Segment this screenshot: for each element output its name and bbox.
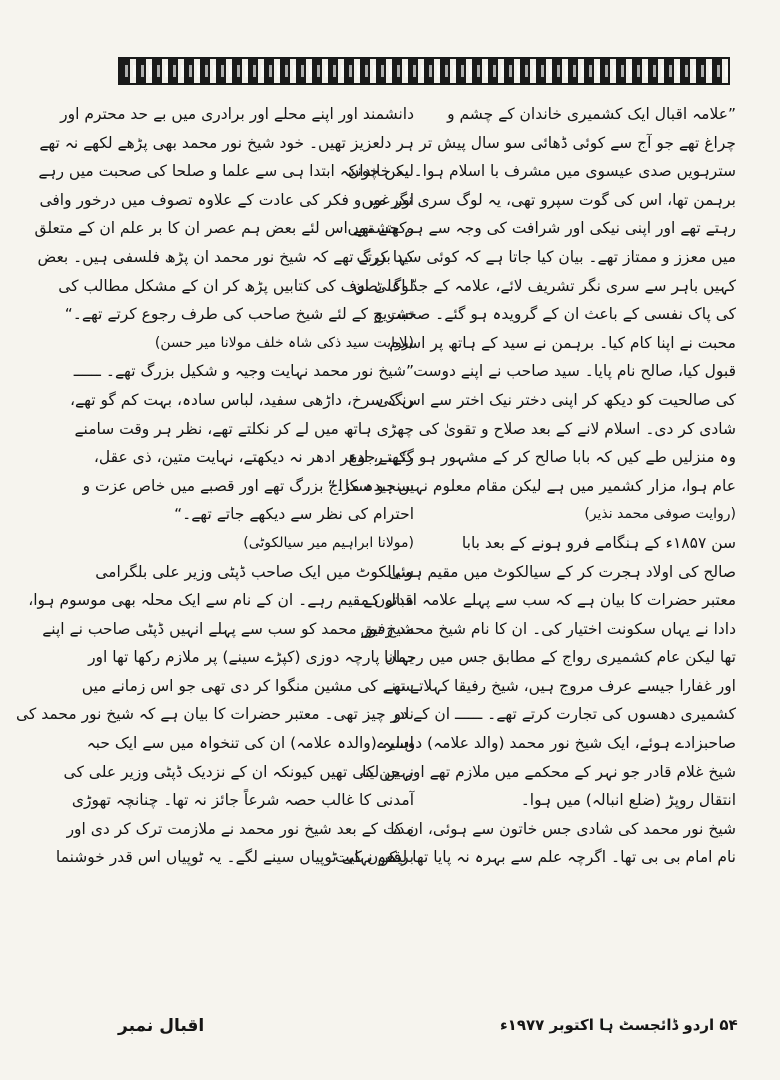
text-line: رہتے تھے اور اپنی نیکی اور شرافت کی وجہ سے ہم چشموں bbox=[347, 219, 736, 238]
text-line: ”شیخ نور محمد نہایت وجیہ و شکیل بزرگ تھے۔ ــــــ bbox=[73, 362, 414, 381]
text-line: قبول کیا، صالح نام پایا۔ سید صاحب نے اپنے دوست bbox=[413, 362, 736, 381]
page-footer: ۵۴ اردو ڈائجسٹ ہا اکتوبر ۱۹۷۷ء bbox=[500, 1016, 738, 1034]
text-line: انتقال روپڑ (ضلع انبالہ) میں ہوا۔ bbox=[520, 791, 736, 810]
text-line: سینے کی مشین منگوا کر دی تھی جو اس زمانے میں bbox=[81, 676, 414, 695]
text-line: اہلیہ (والدہ علامہ) ان کی تنخواہ میں سے ایک حبہ bbox=[86, 734, 414, 753]
text-line: ”علامہ اقبال ایک کشمیری خاندان کے چشم و bbox=[447, 105, 736, 123]
text-line: برقعوں کی ٹوپیاں سینے لگے۔ یہ ٹوپیاں اس قدر خوشنما bbox=[55, 848, 414, 867]
text-line: کہیں باہر سے سری نگر تشریف لائے، علامہ کے جدّ اعلیٰ ان bbox=[353, 276, 736, 295]
text-line: صالح کی اولاد ہجرت کر کے سیالکوٹ میں مقیم ہوئی bbox=[388, 562, 736, 581]
text-line: شیخ نور محمد کی شادی جس خاتون سے ہوئی، ان کا bbox=[390, 819, 736, 838]
text-line: یہاں پارچہ دوزی (کپڑے سینے) پر ملازم رکھا تھا اور bbox=[88, 648, 414, 667]
text-line: نام امام بی بی تھا۔ اگرچہ علم سے بہرہ نہ پایا تھا لیکن نہایت bbox=[334, 848, 736, 867]
text-line: سن ۱۸۵۷ء کے ہنگامے فرو ہونے کے بعد بابا bbox=[461, 533, 736, 552]
text-line: رکھتے تھے اس لئے بعض ہم عصر ان کا بر علم ان کے متعلق bbox=[34, 219, 414, 238]
text-line: لیکن چونکہ ابتدا ہی سے علما و صلحا کی صحبت میں رہے bbox=[38, 162, 414, 181]
source-citation: (روایت صوفی محمد نذیر) bbox=[584, 506, 736, 523]
text-line: عام ہوا، مزار کشمیر میں ہے لیکن مقام معلوم نہیں ہو سکا۔“ bbox=[327, 476, 736, 495]
text-line: کی صالحیت کو دیکھ کر اپنی دختر نیک اختر سے اس کی bbox=[376, 390, 736, 409]
text-line: نہیں لیتی تھیں کیونکہ ان کے نزدیک ڈپٹی وزیر علی کی bbox=[63, 762, 414, 781]
source-citation: (روایت سید ذکی شاہ خلف مولانا میر حسن) bbox=[154, 334, 414, 351]
text-line: تشریح کے لئے شیخ صاحب کی طرف رجوع کرتے تھے۔“ bbox=[64, 305, 414, 324]
text-line: کی پاک نفسی کے باعث ان کے گرویدہ ہو گئے۔ صحبت و bbox=[374, 305, 736, 324]
decorative-border bbox=[118, 57, 730, 85]
text-line: سیالکوٹ میں ایک صاحب ڈپٹی وزیر علی بلگرامی bbox=[95, 562, 414, 581]
text-line: رنگ سرخ، داڑھی سفید، لباس سادہ، بہت کم گو تھے، bbox=[70, 390, 414, 409]
left-column bbox=[16, 100, 414, 872]
text-line: مدت کے بعد شیخ نور محمد نے ملازمت ترک کر دی اور bbox=[66, 819, 414, 838]
text-line: وہ منزلیں طے کیں کہ بابا صالح کر کے مشہور ہو گئے، رجوع bbox=[348, 448, 736, 467]
text-line: محبت نے اپنا کام کیا۔ برہمن نے سید کے ہاتھ پر اسلام bbox=[389, 333, 736, 352]
text-line: احترام کی نظر سے دیکھے جاتے تھے۔“ bbox=[174, 505, 414, 524]
text-line: سنجیدہ مزاج بزرگ تھے اور قصبے میں خاص عزت و bbox=[82, 476, 414, 495]
text-line: صاحبزادے ہوئے، ایک شیخ نور محمد (والد علامہ) دوسرے bbox=[377, 734, 736, 753]
text-line: اور غفارا جیسے عرف مروج ہیں، شیخ رفیقا کہلاتے تھے bbox=[384, 676, 736, 695]
text-line: آمدنی کا غالب حصہ شرعاً جائز نہ تھا۔ چنانچہ تھوڑی bbox=[71, 791, 414, 810]
text-line: نادر چیز تھی۔ معتبر حضرات کا بیان ہے کہ شیخ نور محمد کی bbox=[16, 705, 414, 724]
text-line: شیخ غلام قادر جو نہر کے محکمے میں ملازم تھے اور جن کا bbox=[362, 762, 736, 781]
text-line: میں معزز و ممتاز تھے۔ بیان کیا جاتا ہے کہ کوئی سید بزرگ bbox=[356, 247, 736, 266]
text-line: دادا نے یہاں سکونت اختیار کی۔ ان کا نام شیخ محمد رفیق bbox=[360, 619, 736, 638]
text-line: دانشمند اور اپنے محلے اور برادری میں بے حد محترم اور bbox=[60, 105, 414, 123]
text-line: اور غور و فکر کی عادت کے علاوہ تصوف میں درخور وافی bbox=[39, 190, 414, 209]
text-line: چراغ تھے جو آج سے کوئی ڈھائی سو سال پیش تر bbox=[419, 133, 736, 152]
text-line: شادی کر دی۔ اسلام لانے کے بعد صلاح و تقویٰ کی bbox=[418, 419, 736, 438]
text-line: ہر دلعزیز تھیں۔ خود شیخ نور محمد بھی پڑھے لکھے نہ تھے bbox=[39, 133, 414, 152]
source-citation: (مولانا ابراہیم میر سیالکوٹی) bbox=[243, 534, 414, 551]
text-line: کشمیری دھسوں کی تجارت کرتے تھے۔ ــــــ ان کے دو bbox=[393, 705, 736, 724]
text-line: برہمن تھا، اس کی گوت سپرو تھی، یہ لوگ سری نگر میں bbox=[361, 190, 736, 209]
text-line: شیخ نور محمد کو سب سے پہلے انہیں ڈپٹی صاحب نے اپنے bbox=[42, 619, 414, 638]
text-line: تھا لیکن عام کشمیری رواج کے مطابق جس میں رحمانا bbox=[383, 648, 736, 667]
issue-label: اقبال نمبر bbox=[118, 1016, 205, 1036]
text-line: چھڑی ہاتھ میں لے کر نکلتے تھے، نظر ہر وقت سامنے bbox=[74, 419, 414, 438]
text-line: کہا کرتے تھے کہ شیخ نور محمد ان پڑھ فلسفی ہیں۔ بعض bbox=[37, 247, 414, 266]
text-line: رکھتے، ادھر ادھر نہ دیکھتے، نہایت متین، ذی عقل، bbox=[93, 448, 414, 467]
text-line: لوگ تصوف کی کتابیں پڑھ کر ان کے مشکل مطالب کی bbox=[58, 276, 414, 295]
text-line: مدتوں مقیم رہے۔ ان کے نام سے ایک محلہ بھی موسوم ہوا، bbox=[28, 591, 414, 610]
text-line: معتبر حضرات کا بیان ہے کہ سب سے پہلے علامہ اقبال کے bbox=[363, 591, 736, 610]
text-line: سترہویں صدی عیسوی میں مشرف با اسلام ہوا۔ یہ خاندان bbox=[347, 162, 736, 181]
